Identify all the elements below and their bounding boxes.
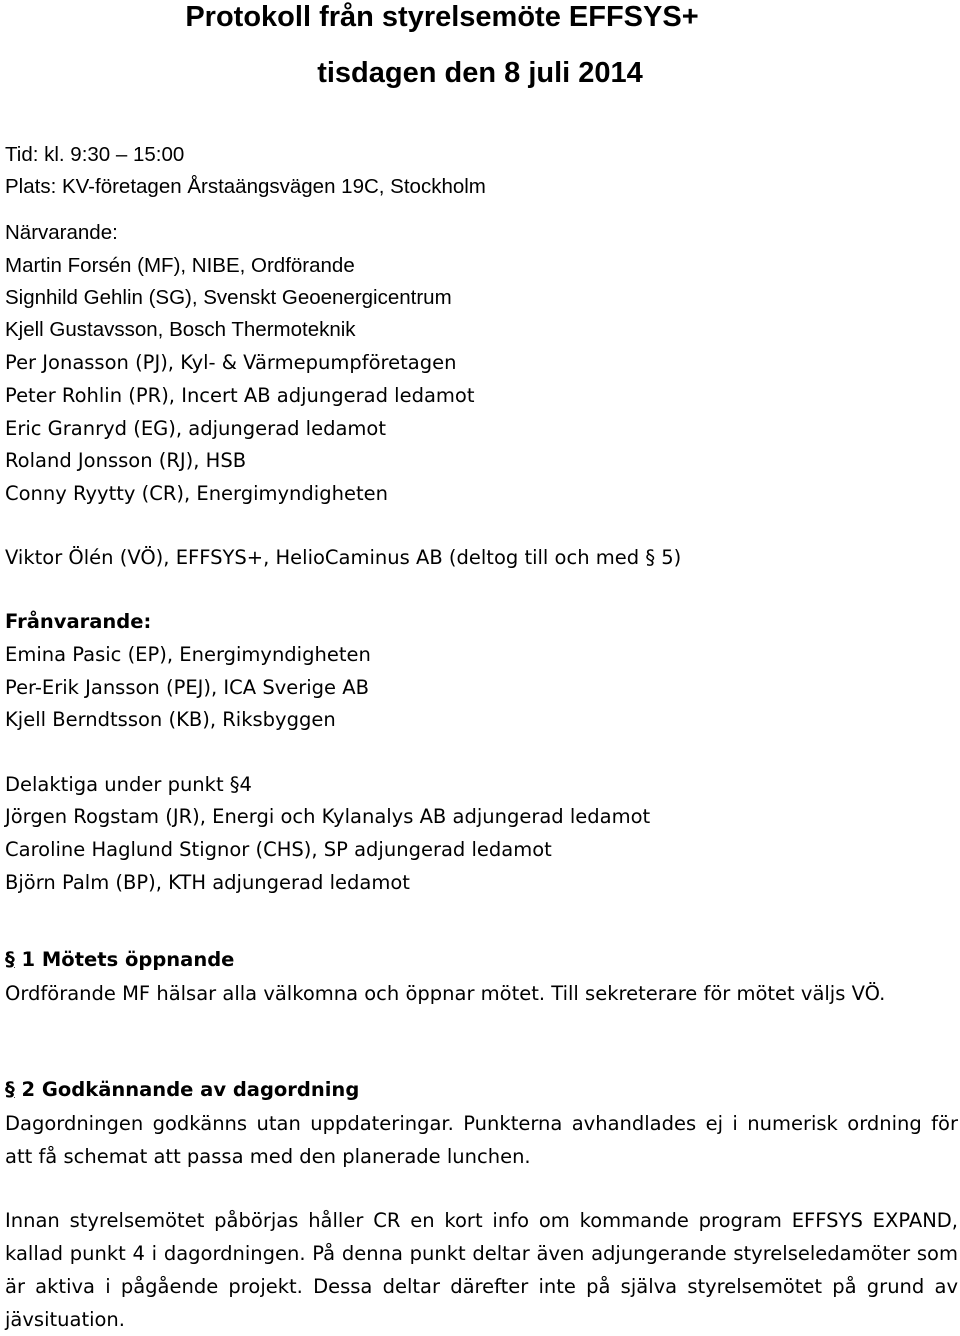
present-member: Kjell Gustavsson, Bosch Thermoteknik (5, 318, 356, 341)
partial-member: Caroline Haglund Stignor (CHS), SP adjungerad ledamot (5, 838, 552, 861)
section-heading (5, 1075, 359, 1105)
present-member: Conny Ryytty (CR), Energimyndigheten (5, 482, 388, 505)
section-heading (5, 945, 234, 975)
partial-member: Björn Palm (BP), KTH adjungerad ledamot (5, 871, 410, 894)
absent-heading: Frånvarande: (5, 610, 152, 633)
present-heading: Närvarande: (5, 221, 118, 244)
meeting-time: Tid: kl. 9:30 – 15:00 (5, 143, 185, 166)
section-heading-text: 2 Godkännande av dagordning (14, 1078, 360, 1101)
absent-member: Emina Pasic (EP), Energimyndigheten (5, 643, 371, 666)
document-title: Protokoll från styrelsemöte EFFSYS+ (185, 1, 699, 33)
partial-heading: Delaktiga under punkt §4 (5, 773, 252, 796)
section-heading-text: 1 Mötets öppnande (14, 948, 235, 971)
section-paragraph: Dagordningen godkänns utan uppdateringar. Punkterna avhandlades ej i numerisk ordning för att få schemat att passa med den planerade lunchen. (5, 1112, 958, 1168)
present-member: Eric Granryd (EG), adjungerad ledamot (5, 417, 386, 440)
section-symbol: § (5, 948, 15, 971)
present-member: Per Jonasson (PJ), Kyl- & Värmepumpföretagen (5, 351, 457, 374)
meeting-place: Plats: KV-företagen Årstaängsvägen 19C, Stockholm (5, 175, 486, 198)
present-member: Signhild Gehlin (SG), Svenskt Geoenergicentrum (5, 286, 452, 309)
section-paragraph: Innan styrelsemötet påbörjas håller CR en kort info om kommande program EFFSYS EXPAND, kallad punkt 4 i dagordningen. På denna punkt deltar även adjungerande styrelseledamöter som är aktiva i pågående projekt. Dessa deltar därefter inte på själva styrelsemötet på grund av jävsituation. (5, 1209, 958, 1331)
absent-member: Per-Erik Jansson (PEJ), ICA Sverige AB (5, 676, 369, 699)
present-extra-member: Viktor Ölén (VÖ), EFFSYS+, HelioCaminus AB (deltog till och med § 5) (5, 546, 682, 569)
present-member: Roland Jonsson (RJ), HSB (5, 449, 247, 472)
section-symbol: § (5, 1078, 15, 1101)
document-date: tisdagen den 8 juli 2014 (317, 57, 643, 89)
section-paragraph: Ordförande MF hälsar alla välkomna och öppnar mötet. Till sekreterare för mötet väljs VÖ. (5, 982, 886, 1005)
present-member: Peter Rohlin (PR), Incert AB adjungerad ledamot (5, 384, 475, 407)
partial-member: Jörgen Rogstam (JR), Energi och Kylanalys AB adjungerad ledamot (5, 805, 651, 828)
present-member: Martin Forsén (MF), NIBE, Ordförande (5, 254, 355, 277)
absent-member: Kjell Berndtsson (KB), Riksbyggen (5, 708, 336, 731)
